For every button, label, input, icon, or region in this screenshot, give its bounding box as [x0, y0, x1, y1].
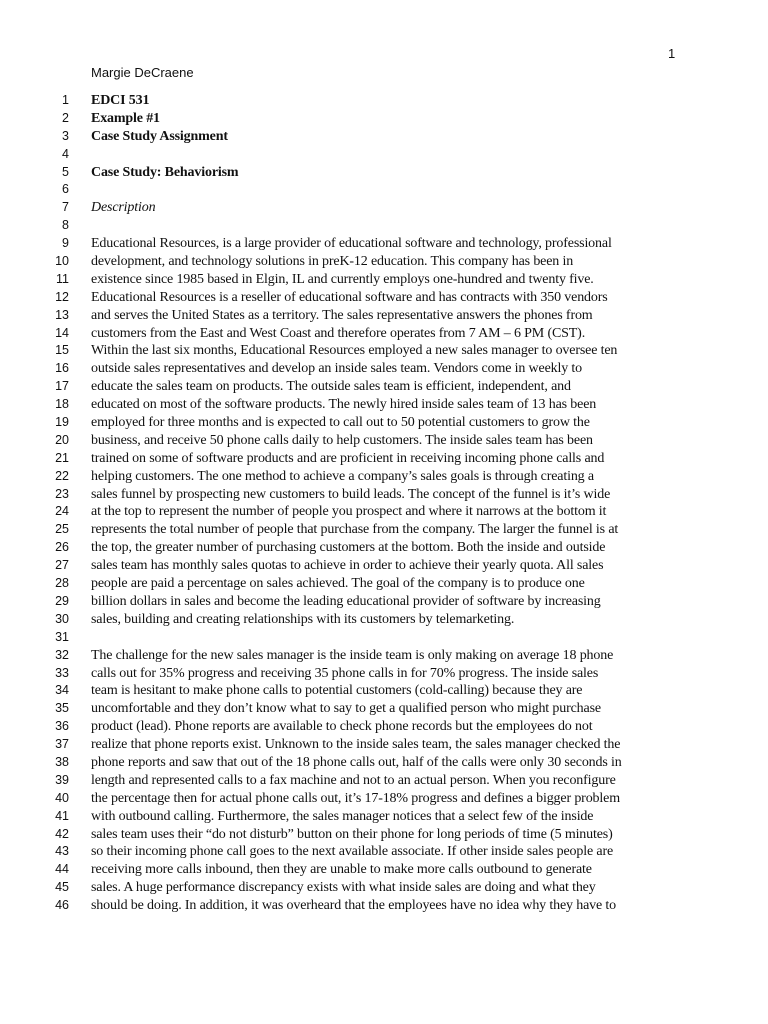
- line-text: existence since 1985 based in Elgin, IL and currently employs one-hundred and twenty five.: [91, 271, 594, 287]
- line-number: 10: [55, 254, 69, 269]
- line-number: 40: [55, 790, 69, 805]
- document-line: [0, 897, 768, 915]
- document-line: [0, 414, 768, 432]
- page-number: 1: [668, 46, 676, 61]
- line-text: educate the sales team on products. The outside sales team is efficient, independent, and: [91, 379, 571, 395]
- document-line: [0, 575, 768, 593]
- line-text: Educational Resources is a reseller of educational software and has contracts with 350 vendors: [91, 289, 608, 305]
- line-number: 17: [55, 379, 69, 394]
- document-line: [0, 432, 768, 450]
- line-number: 39: [55, 772, 69, 787]
- document-line: [0, 826, 768, 844]
- document-line: [0, 450, 768, 468]
- line-number: 28: [55, 576, 69, 591]
- line-number: 8: [62, 218, 69, 233]
- line-text: Case Study: Behaviorism: [91, 164, 239, 180]
- line-number: 30: [55, 611, 69, 626]
- line-number: 3: [62, 128, 69, 143]
- line-text: the percentage then for actual phone calls out, it’s 17-18% progress and defines a bigger problem: [91, 790, 620, 806]
- line-text: employed for three months and is expected to call out to 50 potential customers to grow the: [91, 415, 590, 431]
- line-text: the top, the greater number of purchasing customers at the bottom. Both the inside and outside: [91, 540, 606, 556]
- line-text: team is hesitant to make phone calls to potential customers (cold-calling) because they are: [91, 683, 583, 699]
- line-number: 13: [55, 307, 69, 322]
- document-line: [0, 700, 768, 718]
- document-line: [0, 146, 768, 164]
- line-number: 9: [62, 236, 69, 251]
- line-text: helping customers. The one method to achieve a company’s sales goals is through creating a: [91, 468, 594, 484]
- author-name: Margie DeCraene: [91, 65, 194, 80]
- document-line: [0, 521, 768, 539]
- document-line: [0, 235, 768, 253]
- document-line: [0, 360, 768, 378]
- line-number: 16: [55, 361, 69, 376]
- line-number: 24: [55, 504, 69, 519]
- document-line: [0, 289, 768, 307]
- line-number: 19: [55, 415, 69, 430]
- line-number: 20: [55, 432, 69, 447]
- document-line: [0, 468, 768, 486]
- line-number: 2: [62, 110, 69, 125]
- line-text: product (lead). Phone reports are available to check phone records but the employees do not: [91, 719, 593, 735]
- line-number: 35: [55, 701, 69, 716]
- line-number: 45: [55, 880, 69, 895]
- line-text: and serves the United States as a territory. The sales representative answers the phones from: [91, 307, 593, 323]
- line-number: 43: [55, 844, 69, 859]
- line-text: at the top to represent the number of people you prospect and where it narrows at the bottom it: [91, 504, 607, 520]
- document-line: [0, 665, 768, 683]
- line-number: 18: [55, 397, 69, 412]
- line-number: 12: [55, 289, 69, 304]
- line-text: with outbound calling. Furthermore, the sales manager notices that a select few of the inside: [91, 808, 594, 824]
- line-text: realize that phone reports exist. Unknown to the inside sales team, the sales manager checked the: [91, 737, 621, 753]
- line-text: Example #1: [91, 110, 160, 126]
- line-number: 7: [62, 200, 69, 215]
- document-line: [0, 682, 768, 700]
- line-text: uncomfortable and they don’t know what to say to get a qualified person who might purchase: [91, 701, 601, 717]
- document-line: [0, 772, 768, 790]
- document-line: [0, 647, 768, 665]
- line-text: trained on some of software products and are proficient in receiving incoming phone calls and: [91, 450, 605, 466]
- document-line: [0, 128, 768, 146]
- document-line: [0, 808, 768, 826]
- document-line: [0, 110, 768, 128]
- line-number: 25: [55, 522, 69, 537]
- document-line: [0, 539, 768, 557]
- line-text: receiving more calls inbound, then they are unable to make more calls outbound to generate: [91, 862, 592, 878]
- document-line: [0, 629, 768, 647]
- document-line: [0, 736, 768, 754]
- line-text: Within the last six months, Educational Resources employed a new sales manager to oversee ten: [91, 343, 618, 359]
- line-number: 14: [55, 325, 69, 340]
- line-text: sales funnel by prospecting new customers to build leads. The concept of the funnel is it’s wide: [91, 486, 611, 502]
- document-line: [0, 503, 768, 521]
- document-line: [0, 325, 768, 343]
- line-number: 34: [55, 683, 69, 698]
- line-text: The challenge for the new sales manager is the inside team is only making on average 18 phone: [91, 647, 614, 663]
- document-line: [0, 92, 768, 110]
- line-text: sales, building and creating relationships with its customers by telemarketing.: [91, 611, 515, 627]
- line-text: phone reports and saw that out of the 18 phone calls out, half of the calls were only 30 seconds in: [91, 754, 622, 770]
- document-line: [0, 557, 768, 575]
- document-line: [0, 217, 768, 235]
- line-text: calls out for 35% progress and receiving 35 phone calls in for 70% progress. The inside sales: [91, 665, 599, 681]
- line-number: 21: [55, 450, 69, 465]
- line-text: customers from the East and West Coast and therefore operates from 7 AM – 6 PM (CST).: [91, 325, 586, 341]
- line-text: so their incoming phone call goes to the next available associate. If other inside sales people are: [91, 844, 614, 860]
- document-line: [0, 790, 768, 808]
- line-number: 5: [62, 164, 69, 179]
- line-number: 6: [62, 182, 69, 197]
- line-number: 44: [55, 862, 69, 877]
- line-number: 31: [55, 629, 69, 644]
- line-number: 41: [55, 808, 69, 823]
- line-number: 15: [55, 343, 69, 358]
- line-text: sales team uses their “do not disturb” button on their phone for long periods of time (5 minutes): [91, 826, 613, 842]
- line-text: Description: [91, 200, 156, 216]
- line-text: represents the total number of people that purchase from the company. The larger the funnel is at: [91, 522, 619, 538]
- document-line: [0, 486, 768, 504]
- document-line: [0, 199, 768, 217]
- line-number: 29: [55, 593, 69, 608]
- line-number: 37: [55, 737, 69, 752]
- line-text: development, and technology solutions in preK-12 education. This company has been in: [91, 254, 574, 270]
- line-text: people are paid a percentage on sales achieved. The goal of the company is to produce one: [91, 576, 585, 592]
- line-number: 36: [55, 719, 69, 734]
- line-text: outside sales representatives and develop an inside sales team. Vendors come in weekly to: [91, 361, 583, 377]
- line-number: 33: [55, 665, 69, 680]
- document-line: [0, 718, 768, 736]
- document-line: [0, 307, 768, 325]
- line-number: 27: [55, 558, 69, 573]
- line-text: should be doing. In addition, it was overheard that the employees have no idea why they have to: [91, 898, 616, 914]
- document-line: [0, 396, 768, 414]
- document-line: [0, 181, 768, 199]
- document-line: [0, 879, 768, 897]
- document-line: [0, 253, 768, 271]
- line-number: 23: [55, 486, 69, 501]
- document-line: [0, 164, 768, 182]
- document-body: [0, 92, 768, 915]
- line-text: educated on most of the software products. The newly hired inside sales team of 13 has been: [91, 397, 597, 413]
- line-number: 46: [55, 898, 69, 913]
- line-number: 22: [55, 468, 69, 483]
- line-text: length and represented calls to a fax machine and not to an actual person. When you reconfigure: [91, 772, 616, 788]
- line-number: 26: [55, 540, 69, 555]
- line-text: sales. A huge performance discrepancy exists with what inside sales are doing and what they: [91, 880, 596, 896]
- line-text: business, and receive 50 phone calls daily to help customers. The inside sales team has been: [91, 432, 593, 448]
- line-number: 38: [55, 754, 69, 769]
- line-text: EDCI 531: [91, 93, 150, 108]
- line-text: sales team has monthly sales quotas to achieve in order to achieve their yearly quota. All sales: [91, 558, 604, 574]
- document-line: [0, 611, 768, 629]
- line-number: 11: [56, 271, 69, 286]
- line-number: 32: [55, 647, 69, 662]
- document-line: [0, 843, 768, 861]
- line-text: billion dollars in sales and become the leading educational provider of software by increasing: [91, 593, 601, 609]
- document-line: [0, 593, 768, 611]
- line-text: Educational Resources, is a large provider of educational software and technology, professional: [91, 236, 612, 252]
- line-number: 42: [55, 826, 69, 841]
- document-line: [0, 861, 768, 879]
- document-line: [0, 342, 768, 360]
- line-text: Case Study Assignment: [91, 128, 228, 144]
- line-number: 4: [62, 146, 69, 161]
- document-line: [0, 378, 768, 396]
- document-line: [0, 754, 768, 772]
- document-line: [0, 271, 768, 289]
- line-number: 1: [62, 93, 69, 107]
